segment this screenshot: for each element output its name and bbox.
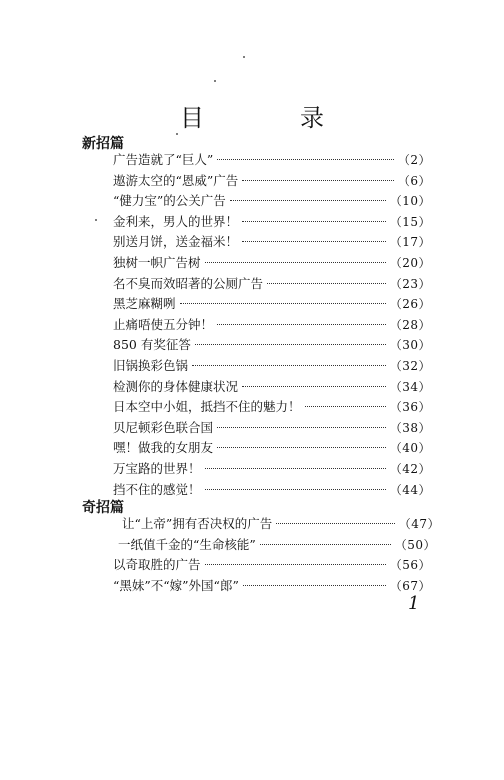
toc-entry bbox=[113, 274, 431, 294]
toc-entry bbox=[113, 212, 431, 232]
entry-page: （2） bbox=[397, 153, 431, 167]
entry-page: （67） bbox=[389, 578, 431, 593]
toc-entry bbox=[113, 459, 431, 479]
leader-dots bbox=[195, 344, 386, 345]
entry-page: （44） bbox=[389, 482, 431, 497]
entry-title: 日本空中小姐，抵挡不住的魅力！ bbox=[113, 399, 301, 415]
entry-page: （15） bbox=[389, 214, 431, 229]
entry-page: （20） bbox=[389, 256, 431, 270]
leader-dots bbox=[230, 200, 386, 201]
page-number: 1 bbox=[408, 593, 420, 614]
leader-dots bbox=[217, 324, 386, 325]
entry-title: 金利来，男人的世界！ bbox=[113, 213, 239, 229]
toc-entry bbox=[113, 315, 431, 335]
toc-title: 目 录 bbox=[180, 104, 360, 132]
leader-dots bbox=[267, 283, 386, 284]
leader-dots bbox=[192, 365, 386, 366]
leader-dots bbox=[243, 585, 386, 586]
entry-page: （36） bbox=[389, 400, 431, 415]
entry-title: 850 有奖征答 bbox=[113, 337, 191, 353]
entry-page: （26） bbox=[389, 297, 431, 312]
entry-title: 检测你的身体健康状况 bbox=[113, 378, 239, 394]
entry-page: （17） bbox=[389, 235, 431, 250]
entry-page: （10） bbox=[389, 194, 431, 209]
entry-title: 别送月饼，送金福米！ bbox=[113, 234, 239, 250]
entry-title: 名不臭而效昭著的公厕广告 bbox=[113, 275, 264, 291]
toc-entry bbox=[122, 514, 440, 534]
entry-title: 旧锅换彩色锅 bbox=[113, 358, 189, 373]
toc-entry bbox=[113, 294, 431, 314]
entry-page: （42） bbox=[389, 462, 431, 476]
leader-dots bbox=[242, 386, 386, 387]
entry-title: 遨游太空的“恩威”广告 bbox=[113, 172, 239, 188]
entry-page: （50） bbox=[394, 537, 436, 552]
entry-title: 止痛唔使五分钟！ bbox=[113, 316, 214, 332]
entry-page: （47） bbox=[398, 517, 440, 531]
leader-dots bbox=[217, 447, 386, 448]
toc-entry bbox=[113, 397, 431, 417]
entry-page: （56） bbox=[389, 558, 431, 573]
entry-page: （23） bbox=[389, 276, 431, 291]
toc-entry bbox=[113, 232, 431, 252]
toc-entry bbox=[113, 555, 431, 575]
leader-dots bbox=[276, 523, 394, 524]
entry-page: （40） bbox=[389, 441, 431, 456]
entry-title: 万宝路的世界！ bbox=[113, 461, 201, 476]
leader-dots bbox=[205, 564, 386, 565]
entry-page: （28） bbox=[389, 317, 431, 332]
toc-entry bbox=[113, 253, 431, 273]
entry-page: （34） bbox=[389, 379, 431, 394]
leader-dots bbox=[242, 180, 394, 181]
entry-page: （32） bbox=[389, 359, 431, 373]
leader-dots bbox=[180, 303, 386, 304]
scan-speck bbox=[214, 80, 216, 82]
entry-title: 广告造就了“巨人” bbox=[113, 152, 214, 167]
toc-entry bbox=[118, 535, 436, 555]
scan-speck bbox=[243, 56, 245, 58]
leader-dots bbox=[217, 427, 386, 428]
entry-page: （38） bbox=[389, 420, 431, 435]
entry-title: 以奇取胜的广告 bbox=[113, 557, 201, 573]
section-heading: 奇招篇 bbox=[82, 500, 124, 516]
toc-entry bbox=[113, 191, 431, 211]
toc-entry bbox=[113, 438, 431, 458]
leader-dots bbox=[305, 406, 386, 407]
entry-title: 黑芝麻糊咧 bbox=[113, 296, 176, 312]
toc-entry bbox=[113, 576, 431, 596]
toc-entry bbox=[113, 171, 431, 191]
scan-speck bbox=[176, 133, 178, 135]
entry-title: 贝尼顿彩色联合国 bbox=[113, 419, 214, 435]
toc-entry bbox=[113, 418, 431, 438]
toc-entry bbox=[113, 356, 431, 376]
entry-title: 一纸值千金的“生命核能” bbox=[118, 536, 256, 552]
entry-page: （30） bbox=[389, 338, 431, 353]
toc-entry bbox=[113, 480, 431, 500]
entry-title: 嘿！做我的女朋友 bbox=[113, 440, 214, 456]
leader-dots bbox=[217, 159, 394, 160]
leader-dots bbox=[242, 241, 386, 242]
toc-entry bbox=[113, 377, 431, 397]
entry-page: （6） bbox=[397, 173, 431, 188]
entry-title: “健力宝”的公关广告 bbox=[113, 193, 226, 209]
toc-entry bbox=[113, 150, 431, 170]
leader-dots bbox=[205, 468, 386, 469]
leader-dots bbox=[205, 489, 386, 490]
toc-entry bbox=[113, 335, 431, 355]
leader-dots bbox=[260, 544, 391, 545]
scan-speck bbox=[95, 219, 97, 221]
section-heading: 新招篇 bbox=[82, 136, 124, 152]
entry-title: “黑妹”不“嫁”外国“郎” bbox=[113, 577, 239, 593]
leader-dots bbox=[205, 262, 386, 263]
leader-dots bbox=[242, 221, 386, 222]
entry-title: 独树一帜广告树 bbox=[113, 255, 201, 270]
entry-title: 让“上帝”拥有否决权的广告 bbox=[122, 516, 273, 531]
entry-title: 挡不住的感觉！ bbox=[113, 481, 201, 497]
